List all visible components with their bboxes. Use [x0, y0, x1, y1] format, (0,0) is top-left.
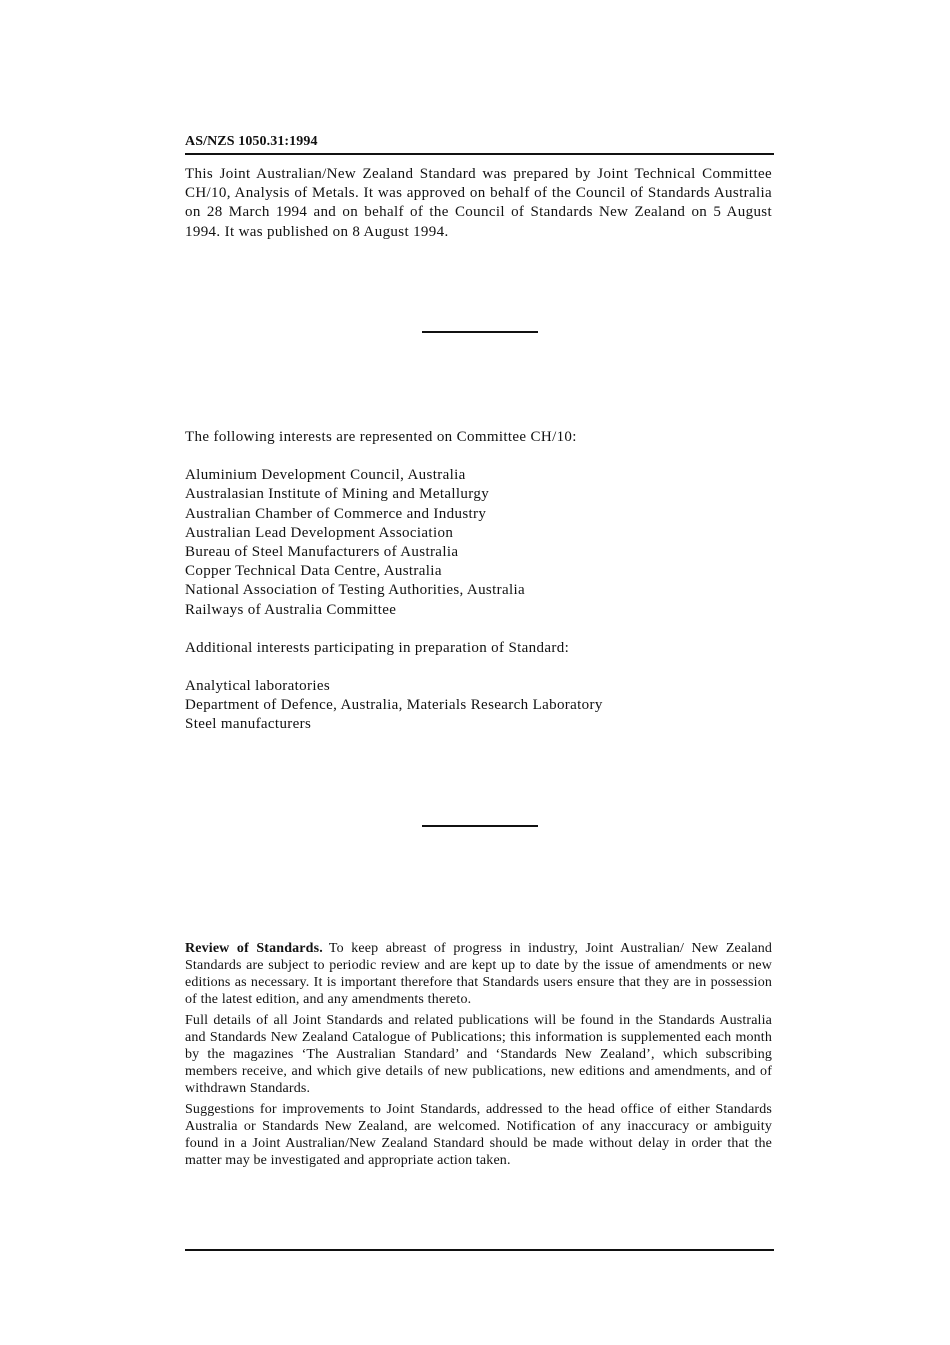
list-item: Australasian Institute of Mining and Metallurgy [185, 486, 490, 503]
list-item: Australian Chamber of Commerce and Industry [185, 505, 487, 522]
header-rule [185, 153, 774, 155]
list-item: Bureau of Steel Manufacturers of Australia [185, 544, 459, 561]
review-paragraph-2: Full details of all Joint Standards and related publications will be found in the Standards Australia and Standards New Zealand Catalogue of Publications; this information is supplemented each month by the magazines ‘The Australian Standard’ and ‘Standards New Zealand’, which subscribing members receive, and which give details of new publications, new editions and amendments, and of withdrawn Standards. [185, 1013, 772, 1096]
section-divider-2 [422, 825, 538, 827]
list-item: Steel manufacturers [185, 716, 312, 733]
review-paragraph-1 [185, 940, 772, 1008]
additional-interests-list [185, 677, 772, 735]
section-divider-1 [422, 331, 538, 333]
document-id: AS/NZS 1050.31:1994 [185, 134, 318, 149]
list-item: Analytical laboratories [185, 678, 331, 695]
list-item: National Association of Testing Authorities, Australia [185, 582, 526, 599]
committee-section [185, 428, 772, 735]
list-item: Railways of Australia Committee [185, 601, 397, 618]
list-item: Department of Defence, Australia, Materials Research Laboratory [185, 697, 603, 714]
intro-paragraph: This Joint Australian/New Zealand Standard was prepared by Joint Technical Committee CH/10, Analysis of Metals. It was approved on behalf of the Council of Standards Australia on 28 March 1994 and on behalf of the Council of Standards New Zealand on 5 August 1994. It was published on 8 August 1994. [185, 166, 772, 240]
footer-rule [185, 1249, 774, 1251]
review-of-standards-section [185, 940, 772, 1173]
list-item: Australian Lead Development Association [185, 524, 454, 541]
additional-interests-heading: Additional interests participating in preparation of Standard: [185, 639, 570, 656]
list-item: Copper Technical Data Centre, Australia [185, 563, 442, 580]
review-paragraph-1-text: To keep abreast of progress in industry, Joint Australian/ New Zealand Standards are subject to periodic review and are kept up to date by the issue of amendments or new editions as necessary. It is important therefore that Standards users ensure that they are in possession of the latest edition, and any amendments thereto. [185, 941, 772, 1007]
review-paragraph-3: Suggestions for improvements to Joint Standards, addressed to the head office of either Standards Australia or Standards New Zealand, are welcomed. Notification of any inaccuracy or ambiguity found in a Joint Australian/New Zealand Standard should be made without delay in order that the matter may be investigated and appropriate action taken. [185, 1102, 772, 1168]
committee-heading: The following interests are represented on Committee CH/10: [185, 429, 577, 445]
list-item: Aluminium Development Council, Australia [185, 467, 466, 484]
review-heading: Review of Standards. [185, 941, 323, 956]
committee-member-list [185, 466, 772, 620]
